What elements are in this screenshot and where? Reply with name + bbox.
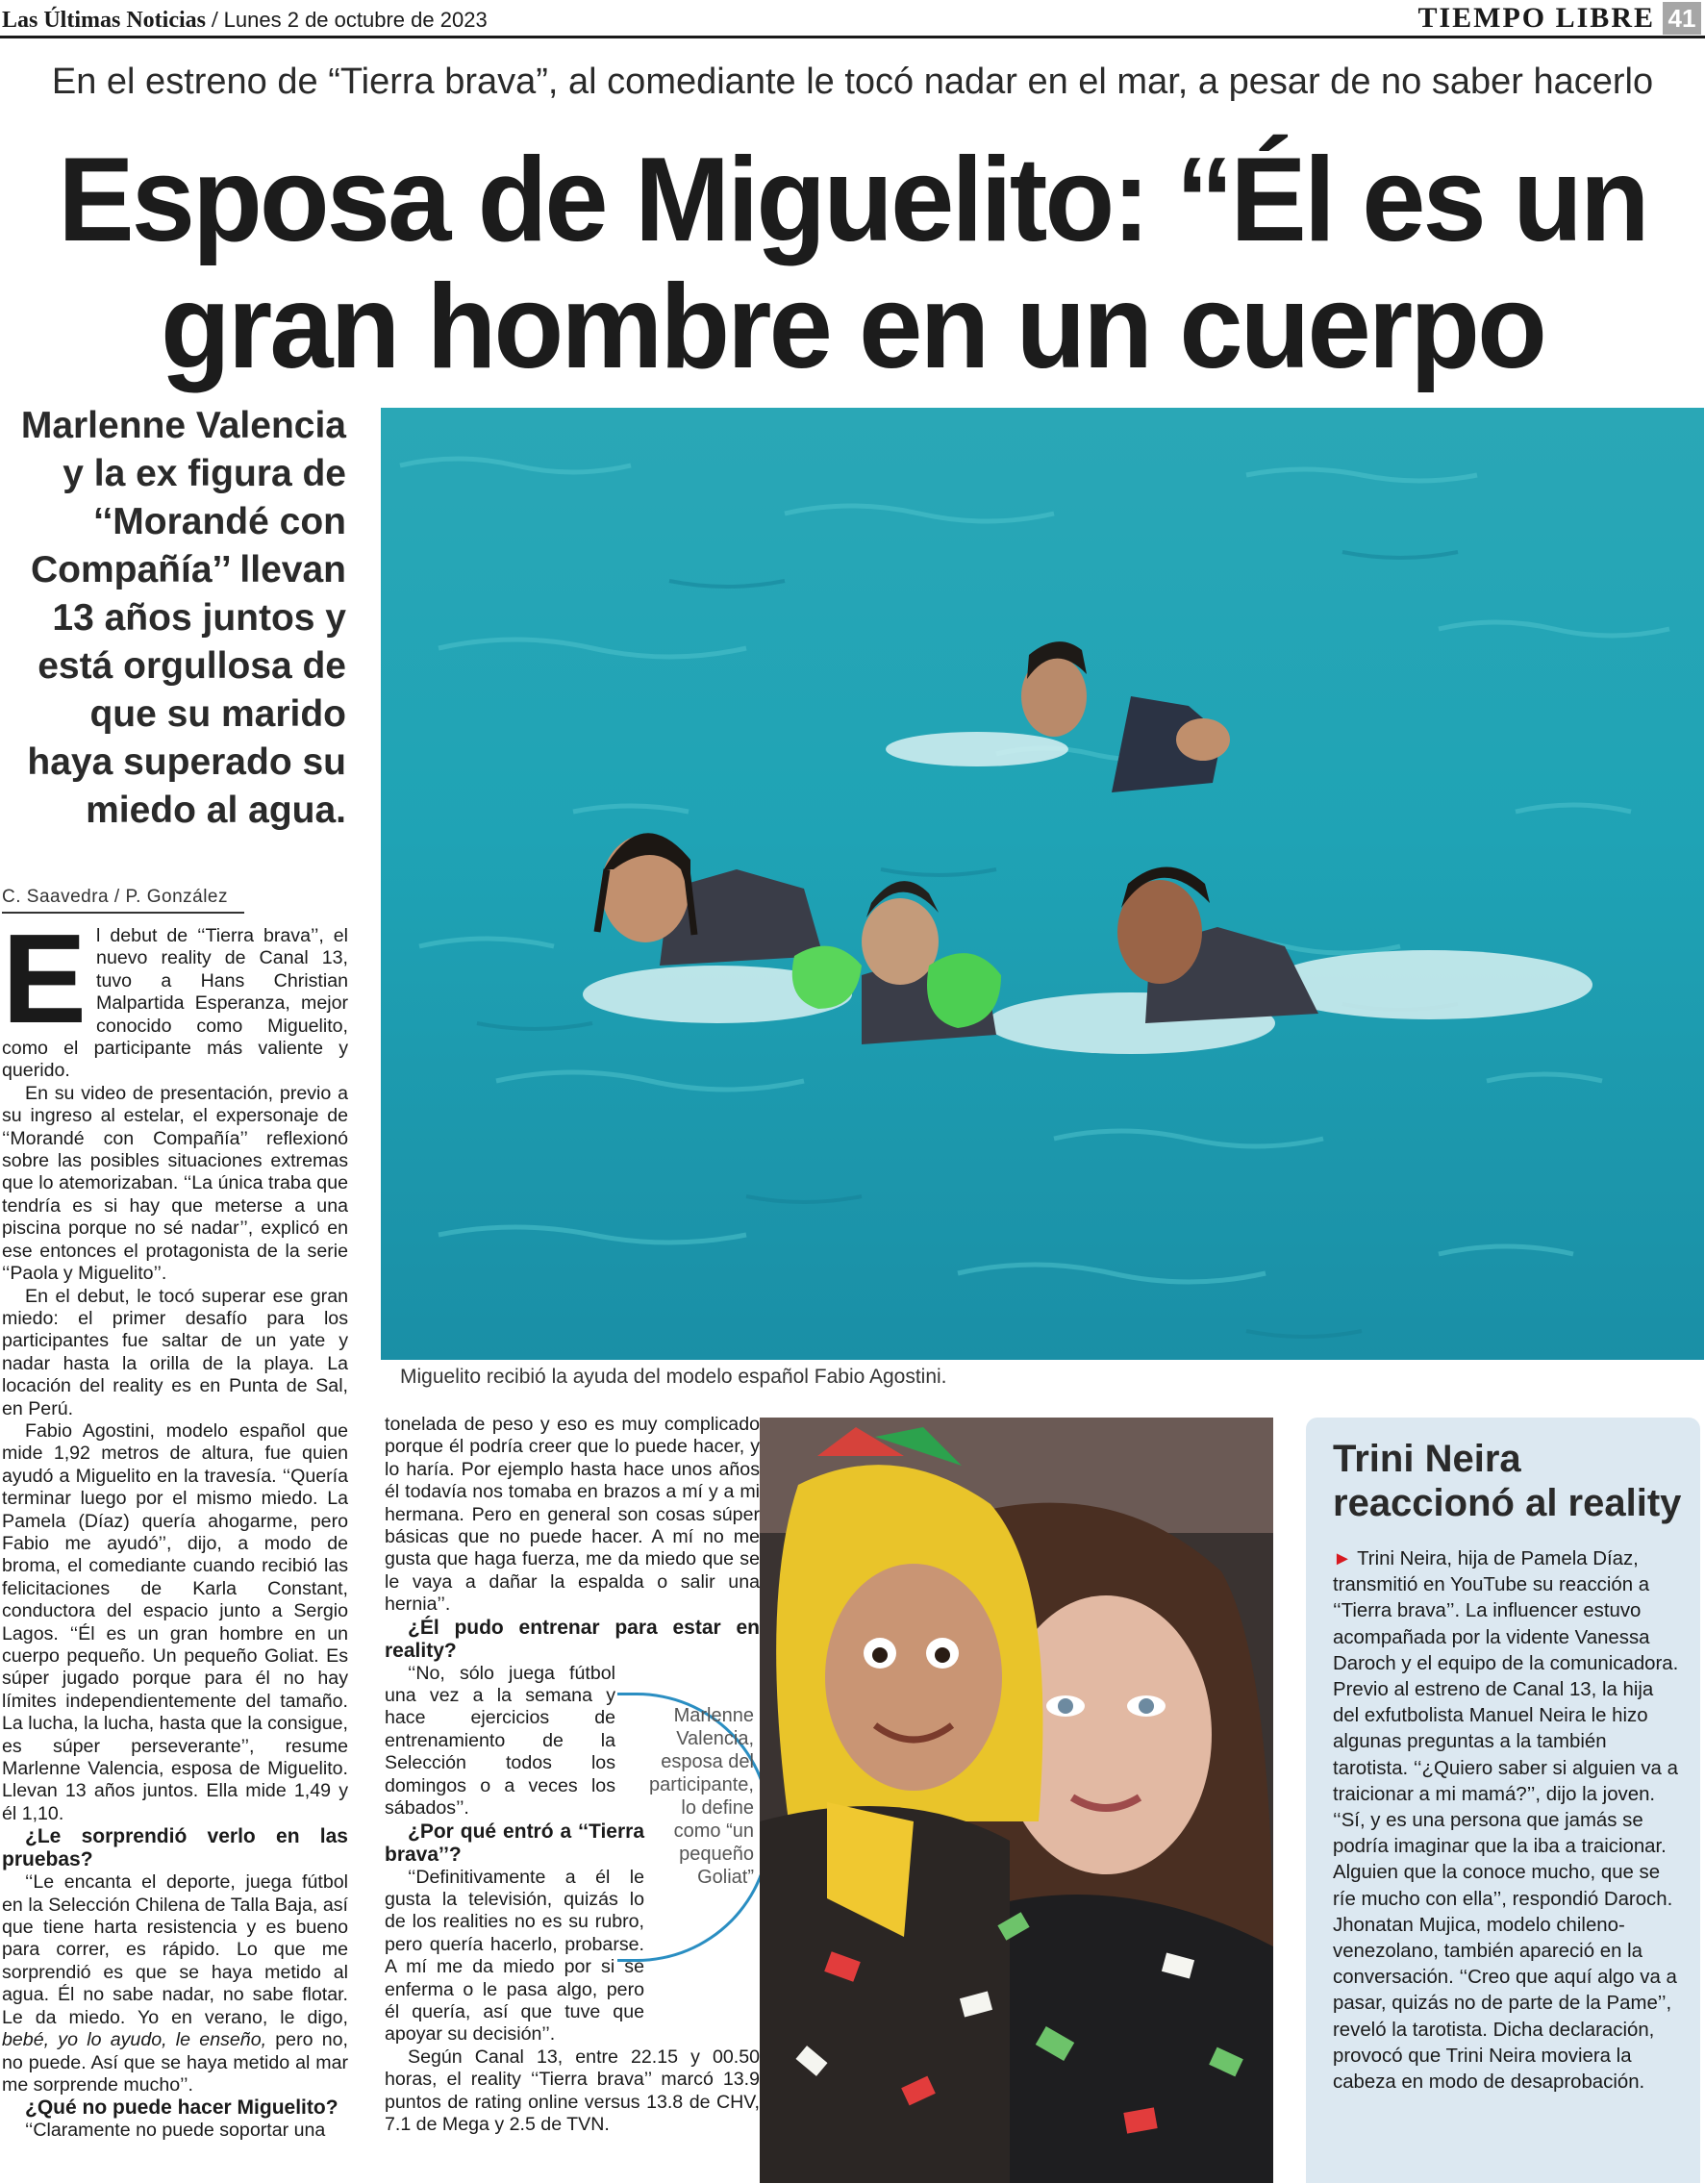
sidebar-body <box>1333 1546 1679 2096</box>
article-paragraph <box>2 1871 348 2096</box>
second-photo-illustration <box>760 1418 1273 2183</box>
interview-question: ¿Qué no puede hacer Miguelito? <box>25 2096 338 2120</box>
sidebar-title: Trini Neira reaccionó al reality <box>1333 1438 1682 1524</box>
page-number: 41 <box>1663 2 1701 35</box>
main-photo <box>381 408 1704 1360</box>
byline: C. Saavedra / P. González <box>2 887 244 914</box>
answer-text: pero no, no puede. Así que se haya metido al mar me sorprende mucho’’. <box>2 2029 348 2096</box>
deck: Marlenne Valencia y la ex figura de ‘‘Morandé con Compañía’’ llevan 13 años juntos y está orgullosa de que su marido haya superado su miedo al agua. <box>20 405 346 831</box>
publication-date: Lunes 2 de octubre de 2023 <box>223 8 488 32</box>
publication-name: Las Últimas Noticias <box>2 8 206 33</box>
headline: Esposa de Miguelito: ‘‘Él es un gran hombre en un cuerpo <box>58 134 1647 393</box>
photo-callout: Marlenne Valencia, esposa del participante, lo define como “un pequeño Goliat” <box>649 1705 754 1888</box>
sidebar-box <box>1306 1418 1700 2183</box>
arrow-icon: ► <box>1333 1548 1352 1569</box>
publication-separator: / <box>212 8 218 33</box>
answer-italic: bebé, yo lo ayudo, le enseño, <box>2 2029 267 2051</box>
main-photo-caption: Miguelito recibió la ayuda del modelo español Fabio Agostini. <box>400 1366 947 1388</box>
article-paragraph: ‘‘No, sólo juega fútbol una vez a la semana y hace ejercicios de entrenamiento de la Selección todos los domingos o a veces los sábados’’. <box>385 1662 615 1820</box>
kicker: En el estreno de “Tierra brava”, al comediante le tocó nadar en el mar, a pesar de no saber hacerlo <box>51 62 1654 102</box>
publication-line <box>2 8 488 34</box>
article-paragraph: ‘‘Definitivamente a él le gusta la televisión, quizás lo de los realities no es su rubro, pero quería hacerlo, probarse. A mí me da miedo por si se enferma o le pasa algo, pero él quería, así que tuve que apoyar su decisión’’. <box>385 1866 644 2046</box>
section-name: TIEMPO LIBRE <box>1417 2 1655 34</box>
article-paragraph: tonelada de peso y eso es muy complicado porque él podría creer que lo puede hacer, y lo haría. Por ejemplo hasta hace unos años él todavía nos tomaba en brazos a mí y a mi hermana. Pero en general son cosas súper básicas que no puede hacer. A mí no me gusta que haga fuerza, me da miedo que se le vaya a dañar la espalda o salir una hernia’’. <box>385 1414 760 1616</box>
interview-question: ¿Él pudo entrenar para estar en reality? <box>385 1616 760 1662</box>
main-photo-illustration <box>381 408 1704 1360</box>
article-paragraph: Según Canal 13, entre 22.15 y 00.50 horas, el reality ‘‘Tierra brava’’ marcó 13.9 puntos de rating online versus 13.8 de CHV, 7.1 de Mega y 2.5 de TVN. <box>385 2046 760 2135</box>
article-paragraph: l debut de ‘‘Tierra brava’’, el nuevo reality de Canal 13, tuvo a Hans Christian Malpartida Esperanza, mejor conocido como Miguelito, como el participante más valiente y querido. <box>2 925 348 1082</box>
article-paragraph: Fabio Agostini, modelo español que mide 1,92 metros de altura, fue quien ayudó a Miguelito en la travesía. ‘‘Quería terminar luego por el mismo miedo. La Pamela (Díaz) quería ahogarme, pero Fabio me ayudó’’, dijo, a modo de broma, el comediante cuando recibió las felicitaciones de Karla Constant, conductora del espacio junto a Sergio Lagos. ‘‘Él es un gran hombre en un cuerpo pequeño. Un pequeño Goliat. Es súper jugado porque para él no hay límites independientemente del tamaño. La lucha, la lucha, hasta que la consigue, es súper perseverante’’, resume Marlenne Valencia, esposa de Miguelito. Llevan 13 años juntos. Ella mide 1,49 y él 1,10. <box>2 1419 348 1824</box>
article-column-1 <box>2 908 348 2143</box>
interview-question: ¿Le sorprendió verlo en las pruebas? <box>2 1825 348 1871</box>
sidebar-paragraph <box>1333 1546 1679 2096</box>
interview-question: ¿Por qué entró a ‘‘Tierra brava’’? <box>385 1820 644 1866</box>
answer-text: ‘‘Le encanta el deporte, juega fútbol en la Selección Chilena de Talla Baja, así que tiene harta resistencia y es bueno para correr, es rápido. Lo que me sorprendió es que se haya metido al agua. Él no sabe nadar, no sabe flotar. Le da miedo. Yo en verano, le digo, <box>2 1871 348 2028</box>
second-photo <box>760 1418 1273 2183</box>
article-paragraph: En el debut, le tocó superar ese gran miedo: el primer desafío para los participantes fue saltar de un yate y nadar hasta la orilla de la playa. La locación del reality es en Punta de Sal, en Perú. <box>2 1285 348 1419</box>
drop-cap: E <box>2 908 88 1049</box>
masthead <box>0 4 1705 38</box>
sidebar-text: Trini Neira, hija de Pamela Díaz, transmitió en YouTube su reacción a ‘‘Tierra brava’’. La influencer estuvo acompañada por la vidente Vanessa Daroch y el equipo de la comunicadora. Previo al estreno de Canal 13, la hija del exfutbolista Manuel Neira le hizo algunas preguntas a la también tarotista. ‘‘¿Quiero saber si alguien va a traicionar a mi mamá?’’, dijo la joven. ‘‘Sí, y es una persona que jamás se podría imaginar que la iba a traicionar. Alguien que la conoce mucho, que se ríe mucho con ella’’, respondió Daroch. Jhonatan Mujica, modelo chileno-venezolano, también apareció en la conversación. ‘‘Creo que aquí algo va a pasar, quizás no de parte de la Pame’’, reveló la tarotista. Dicha declaración, provocó que Trini Neira moviera la cabeza en modo de desaprobación. <box>1333 1548 1679 2094</box>
article-paragraph: ‘‘Claramente no puede soportar una <box>25 2120 326 2142</box>
article-paragraph: En su video de presentación, previo a su ingreso al estelar, el expersonaje de ‘‘Morandé con Compañía’’ reflexionó sobre las posibles situaciones extremas que lo atemorizaban. ‘‘La única traba que tendría es si hay que meterse a una piscina porque no sé nadar’’, explicó en ese entonces el protagonista de la serie ‘‘Paola y Miguelito’’. <box>2 1082 348 1285</box>
